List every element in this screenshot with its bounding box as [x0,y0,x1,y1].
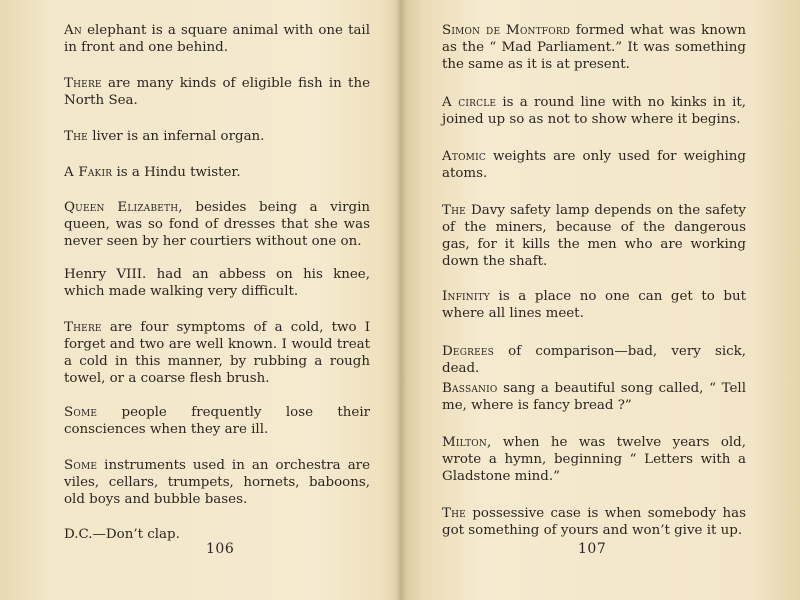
entry-text: Davy safety lamp depends on the safety of the miners, because of the dangerous gas, for it kills the men who are working down the shaft. [442,203,746,269]
entry-lead: Milton, [442,435,492,450]
entry [442,343,746,377]
entry [442,202,746,270]
entry-lead: Simon de Montford [442,23,571,38]
entry [64,199,370,250]
entry-lead: Infinity [442,289,490,304]
entry-lead: Degrees [442,344,494,359]
entry-text: weights are only used for weighing atoms. [442,149,746,181]
entry-lead: The [442,506,466,521]
entry-text: people frequently lose their consciences when they are ill. [64,405,370,437]
entry [64,404,370,438]
entry-text: of comparison—bad, very sick, dead. [442,344,746,376]
entry [442,288,746,322]
entry-lead: Atomic [442,149,486,164]
entry [64,164,370,181]
entry [442,94,746,128]
entry-text: elephant is a square animal with one tail in front and one behind. [64,23,370,55]
entry-lead: The [442,203,466,218]
entry [442,148,746,182]
entry [442,380,746,414]
page-number: 107 [578,541,607,557]
entry-lead: Queen Elizabeth, [64,200,183,215]
entry-lead: There [64,320,102,335]
page-number: 106 [206,541,235,557]
entry-text: when he was twelve years old, wrote a hymn, beginning “ Letters with a Gladstone mind.” [442,435,746,484]
entry-text: are many kinds of eligible fish in the North Sea. [64,76,370,108]
entry-lead: A Fakir [64,165,113,180]
entry [64,22,370,56]
entry-text: besides being a virgin queen, was so fond of dresses that she was never seen by her courtiers without one on. [64,200,370,249]
entry-lead: Some [64,405,98,420]
entry-text: possessive case is when somebody has got something of yours and won’t give it up. [442,506,746,538]
entry-text: is a round line with no kinks in it, joined up so as not to show where it begins. [442,95,746,127]
entry [64,457,370,508]
entry-text: liver is an infernal organ. [87,129,265,144]
entry [64,266,370,300]
entry-lead: The [64,129,88,144]
entry-text: instruments used in an orchestra are viles, cellars, trumpets, hornets, baboons, old boys and bubble bases. [64,458,370,507]
entry [64,128,370,145]
entry-lead: Bassanio [442,381,498,396]
entry-text: formed what was known as the “ Mad Parliament.” It was something the same as it is at present. [442,23,746,72]
entry-text: is a place no one can get to but where all lines meet. [442,289,746,321]
entry [442,434,746,485]
entry [442,22,746,73]
entry [64,75,370,109]
entry-lead: An [64,23,82,38]
entry-text: sang a beautiful song called, “ Tell me, where is fancy bread ?” [442,381,746,413]
entry-text: are four symptoms of a cold, two I forget and two are well known. I would treat a cold in this manner, by rubbing a rough towel, or a coarse flesh brush. [64,320,370,386]
entry-lead: There [64,76,102,91]
entry-text: Henry VIII. had an abbess on his knee, which made walking very difficult. [64,267,370,299]
entry [64,319,370,387]
entry-lead: Some [64,458,98,473]
entry-lead: A circle [442,95,497,110]
entry-text: is a Hindu twister. [112,165,241,180]
entry-text: D.C.—Don’t clap. [64,527,180,542]
entry [442,505,746,539]
